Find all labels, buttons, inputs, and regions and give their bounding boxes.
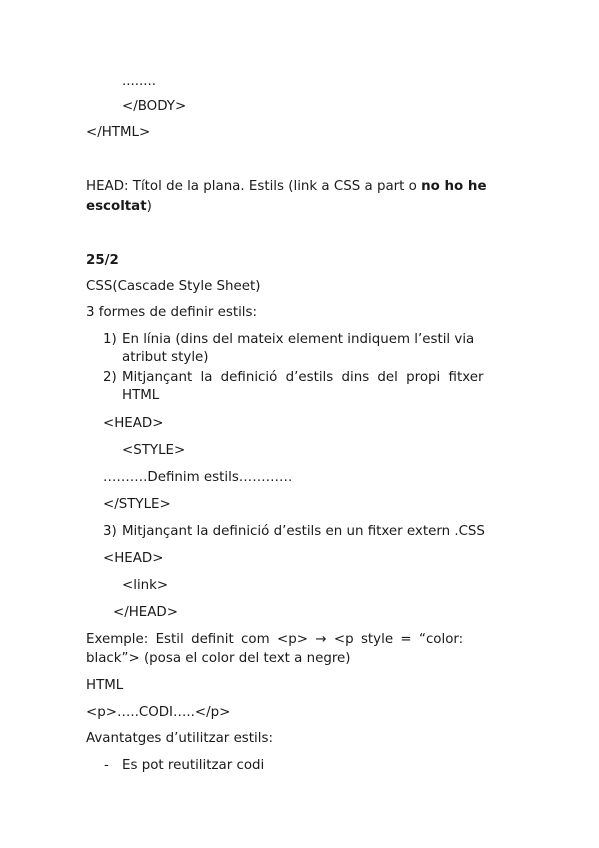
three-forms-line: 3 formes de definir estils: [86,305,257,320]
style-close-tag: </STYLE> [103,497,171,512]
head-note-text: HEAD: Títol de la plana. Estils (link a CSS a part o [86,179,422,194]
p-code-line: <p>…..CODI…..</p> [86,705,231,720]
ellipsis-line: ........ [122,74,157,89]
list-item-3-text: Mitjançant la definició d’estils en un fitxer extern .CSS [122,524,485,539]
advantages-heading: Avantatges d’utilitzar estils: [86,731,273,746]
head-note-end: ) [146,199,152,214]
link-tag: <link> [122,578,169,593]
list-item-number: 1) [103,332,117,347]
example-line2: black”> (posa el color del text a negre) [86,651,351,666]
head-open-tag-2: <HEAD> [103,551,164,566]
body-close-tag: </BODY> [122,99,187,114]
head-note-bold: no ho he [421,179,487,194]
example-line1: Exemple: Estil definit com <p> → <p style = “color: [86,632,464,647]
style-open-tag: <STYLE> [122,443,186,458]
bullet-marker: - [104,758,109,773]
head-close-tag: </HEAD> [113,605,178,620]
list-item-2-line1: Mitjançant la definició d’estils dins del propi fitxer [122,370,484,385]
head-open-tag: <HEAD> [103,416,164,431]
html-close-tag: </HTML> [86,125,151,140]
list-item-number: 2) [103,370,117,385]
css-title: CSS(Cascade Style Sheet) [86,279,261,294]
list-item-1-line1: En línia (dins del mateix element indiquem l’estil via [122,332,475,347]
list-item-number: 3) [103,524,117,539]
head-note-line1 [86,179,487,195]
define-styles-line: ……….Definim estils………… [103,470,293,485]
list-item-2-line2: HTML [122,388,160,403]
list-item-1-line2: atribut style) [122,350,209,365]
bullet-item: Es pot reutilitzar codi [122,758,265,773]
html-label: HTML [86,678,124,693]
date-heading: 25/2 [86,253,119,268]
head-note-line2 [86,199,152,215]
head-note-bold-2: escoltat [86,199,147,214]
